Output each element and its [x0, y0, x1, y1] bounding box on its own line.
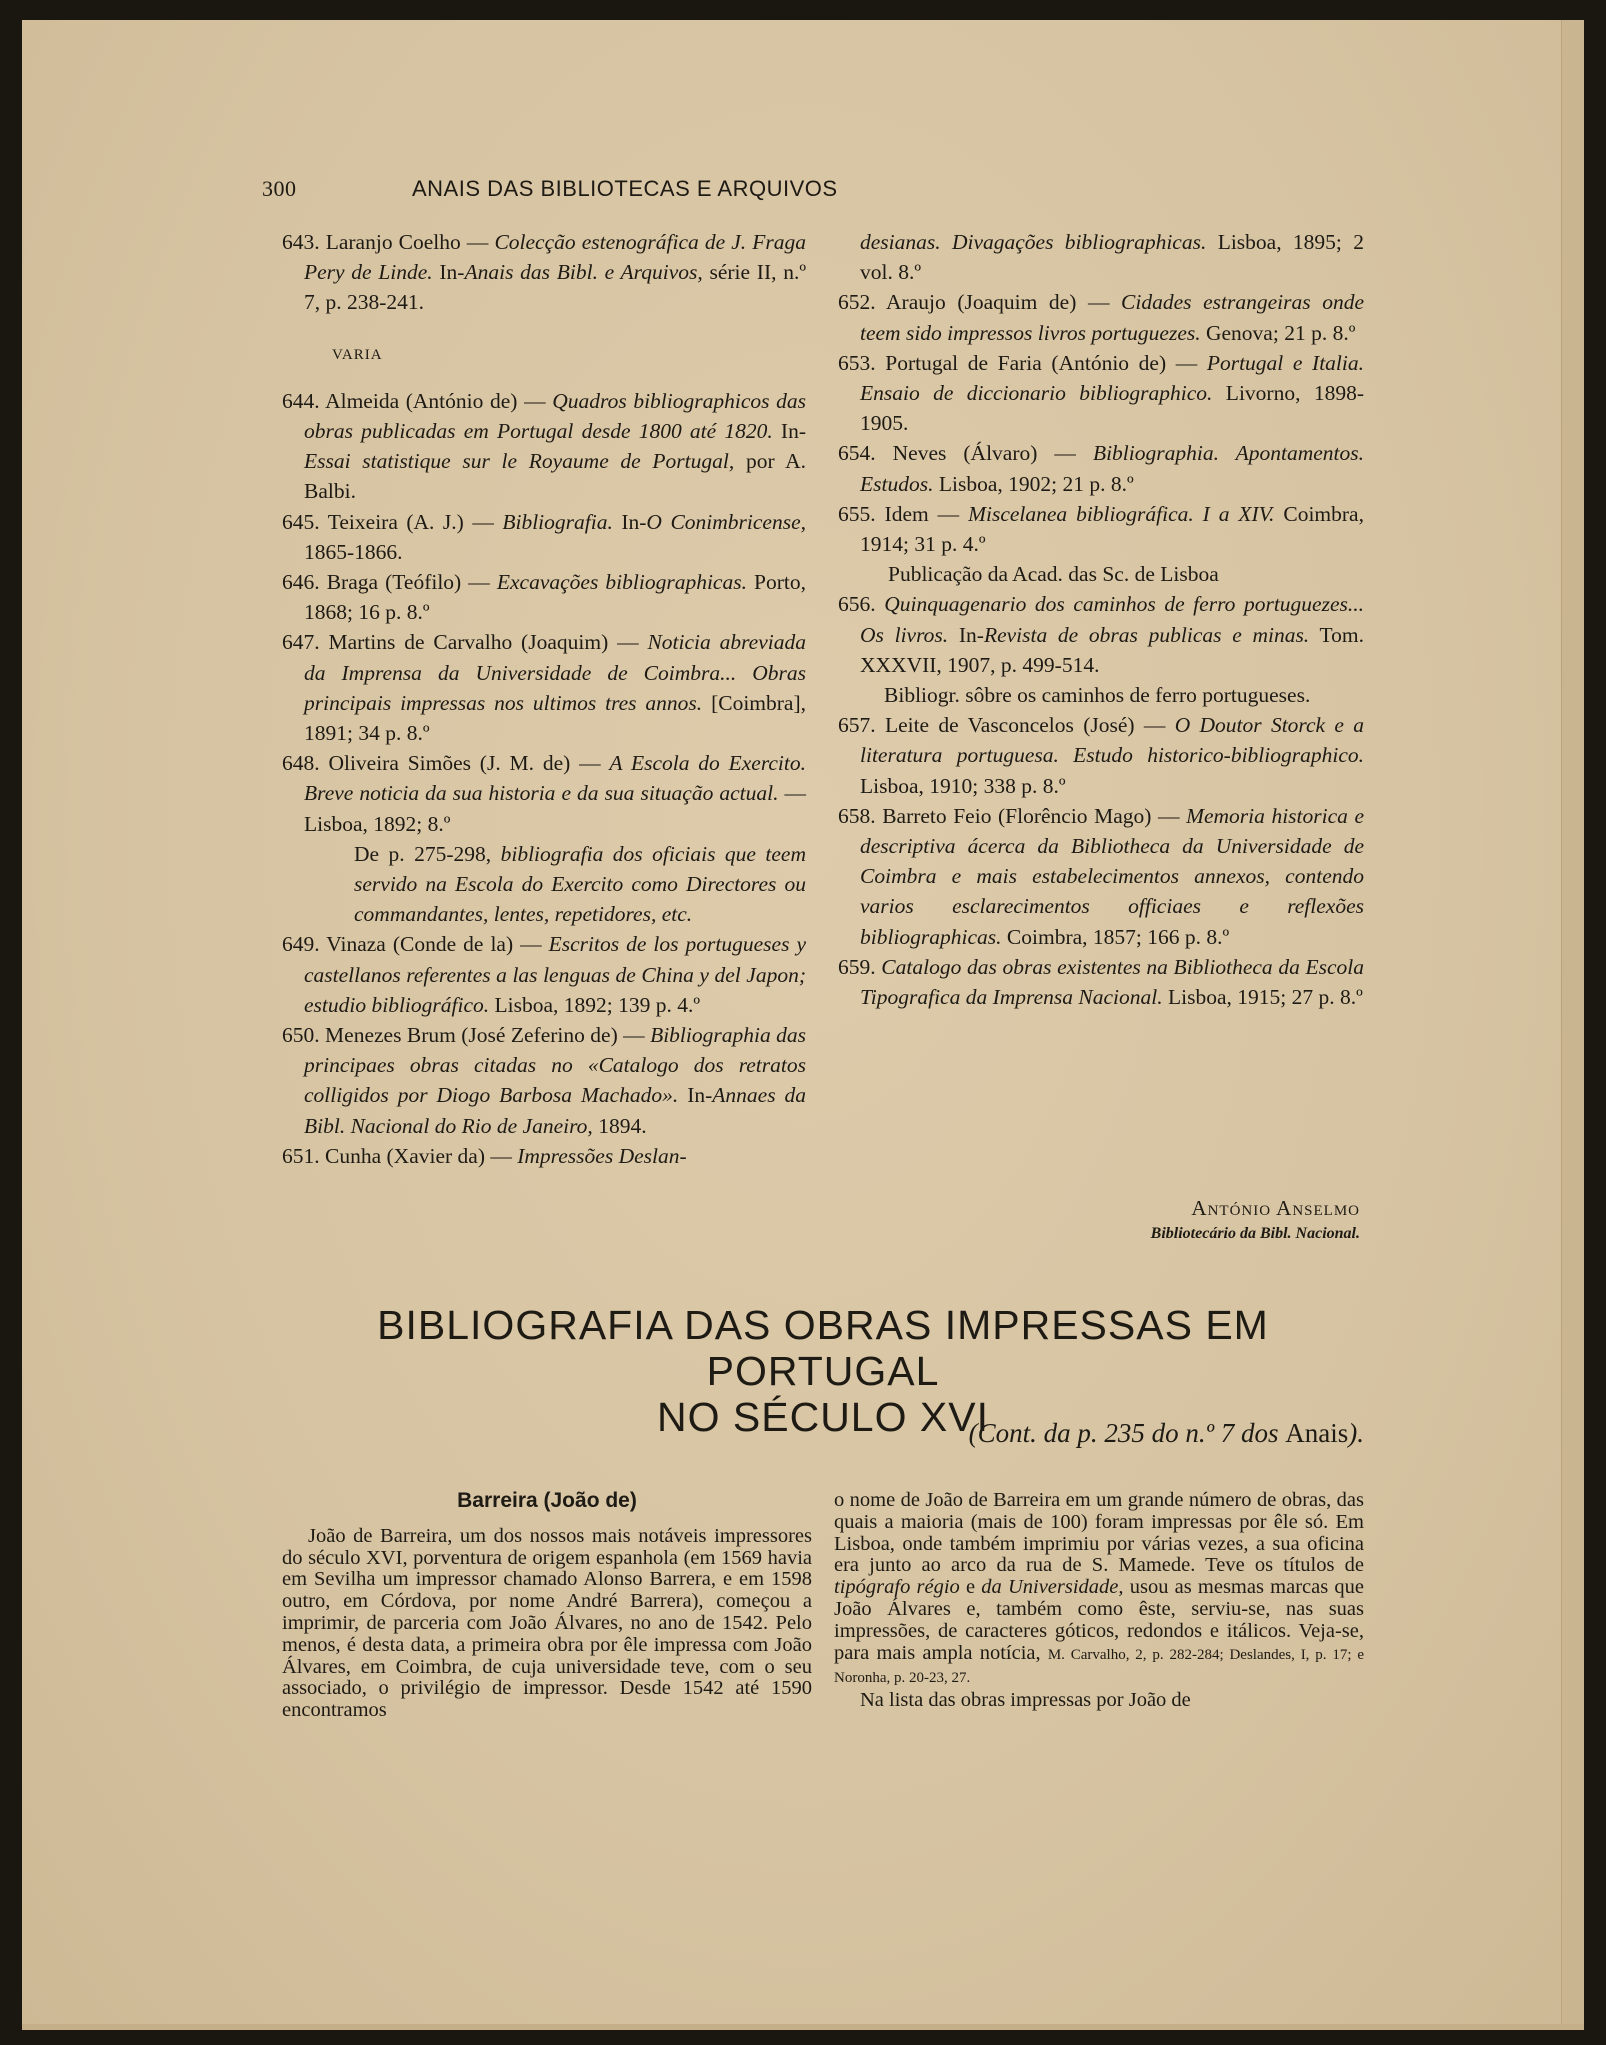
running-title: ANAIS DAS BIBLIOTECAS E ARQUIVOS: [412, 176, 838, 201]
signature: [1000, 1196, 1360, 1243]
entry-648: 648. Oliveira Simões (J. M. de) — A Escola do Exercito. Breve noticia da sua historia e da sua situação actual. — Lisboa, 1892; 8.º: [282, 751, 806, 836]
section-label-varia: VARIA: [332, 346, 383, 363]
page-number: 300: [262, 176, 297, 201]
entry-650: 650. Menezes Brum (José Zeferino de) — Bibliographia das principaes obras citadas no «Catalogo dos retratos colligidos por Diogo Barbosa Machado». In-Annaes da Bibl. Nacional do Rio de Janeiro, 1894.: [282, 1023, 807, 1138]
page-bottom-edge: [22, 2024, 1584, 2030]
left-column: [282, 227, 806, 1171]
entry-656-note: Bibliogr. sôbre os caminhos de ferro portugueses.: [884, 683, 1311, 708]
article-paragraph-2: o nome de João de Barreira em um grande número de obras, das quais a maioria (mais de 100) foram impressas por êle só. Em Lisboa, onde também imprimiu por várias vezes, a sua oficina era junto ao arco da rua de S. Mamede. Teve os títulos de tipógrafo régio e da Universidade, usou as mesmas marcas que João Álvares e, também como êste, serviu-se, nas suas impressões, de caracteres góticos, redondos e itálicos. Veja-se, para mais ampla notícia, M. Carvalho, 2, p. 282-284; Deslandes, I, p. 17; e Noronha, p. 20-23, 27.: [834, 1489, 1365, 1687]
entry-659: 659. Catalogo das obras existentes na Bibliotheca da Escola Tipografica da Imprensa Nacional. Lisboa, 1915; 27 p. 8.º: [838, 954, 1365, 1010]
entry-656: 656. Quinquagenario dos caminhos de ferro portuguezes... Os livros. In-Revista de obras publicas e minas. Tom. XXXVII, 1907, p. 499-514.: [838, 592, 1364, 677]
author-role: Bibliotecário da Bibl. Nacional.: [1150, 1225, 1360, 1242]
entry-655: 655. Idem — Miscelanea bibliográfica. I a XIV. Coimbra, 1914; 31 p. 4.º: [838, 501, 1364, 557]
entry-644: 644. Almeida (António de) — Quadros bibliographicos das obras publicadas em Portugal desde 1800 até 1820. In-Essai statistique sur le Royaume de Portugal, por A. Balbi.: [282, 388, 807, 504]
article-paragraph-3: Na lista das obras impressas por João de: [860, 1689, 1191, 1712]
entry-648-note: De p. 275-298, bibliografia dos oficiais que teem servido na Escola do Exercito como Directores ou commandantes, lentes, repetidores, etc.: [354, 841, 806, 927]
continuation-note: (Cont. da p. 235 do n.º 7 dos Anais).: [968, 1418, 1364, 1448]
entry-651-continued: desianas. Divagações bibliographicas. Lisboa, 1895; 2 vol. 8.º: [860, 230, 1364, 285]
entry-652: 652. Araujo (Joaquim de) — Cidades estrangeiras onde teem sido impressos livros portuguezes. Genova; 21 p. 8.º: [838, 290, 1364, 345]
entry-657: 657. Leite de Vasconcelos (José) — O Doutor Storck e a literatura portuguesa. Estudo historico-bibliographico. Lisboa, 1910; 338 p. 8.º: [838, 713, 1364, 798]
right-column: [838, 227, 1364, 1012]
article-right-column: [834, 1490, 1364, 1712]
article-title-line-2: NO SÉCULO XVI: [657, 1394, 989, 1440]
article-title-line-1: BIBLIOGRAFIA DAS OBRAS IMPRESSAS EM PORTUGAL: [377, 1302, 1269, 1394]
entry-658: 658. Barreto Feio (Florêncio Mago) — Memoria historica e descriptiva ácerca da Bibliotheca da Universidade de Coimbra e mais estabelecimentos annexos, contendo varios esclarecimentos officiaes e reflexões bibliographicas. Coimbra, 1857; 166 p. 8.º: [838, 803, 1364, 949]
references: M. Carvalho, 2, p. 282-284; Deslandes, I, p. 17; e Noronha, p. 20-23, 27.: [834, 1646, 1365, 1687]
entry-645: 645. Teixeira (A. J.) — Bibliografia. In-O Conimbricense, 1865-1866.: [282, 509, 806, 564]
entry-647: 647. Martins de Carvalho (Joaquim) — Noticia abreviada da Imprensa da Universidade de Coimbra... Obras principais impressas nos ultimos tres annos. [Coimbra], 1891; 34 p. 8.º: [282, 630, 806, 746]
subheading-barreira: Barreira (João de): [457, 1489, 637, 1512]
article-left-column: [282, 1490, 812, 1722]
page-edge: [1561, 20, 1584, 2030]
entry-653: 653. Portugal de Faria (António de) — Portugal e Italia. Ensaio de diccionario bibliographico. Livorno, 1898-1905.: [838, 350, 1364, 436]
entry-649: 649. Vinaza (Conde de la) — Escritos de los portugueses y castellanos referentes a las lenguas de China y del Japon; estudio bibliográfico. Lisboa, 1892; 139 p. 4.º: [282, 932, 806, 1017]
article-paragraph-1: João de Barreira, um dos nossos mais notáveis impressores do século XVI, porventura de origem espanhola (em 1569 havia em Sevilha um impressor chamado Alonso Barrera, e em 1598 outro, em Córdova, por nome André Barrera), começou a imprimir, de parceria com João Álvares, no ano de 1542. Pelo menos, é desta data, a primeira obra por êle impressa com João Álvares, em Coimbra, de cuja universidade teve, com o seu associado, o privilégio de impressor. Desde 1542 até 1590 encontramos: [282, 1524, 812, 1722]
entry-643: 643. Laranjo Coelho — Colecção estenográfica de J. Fraga Pery de Linde. In-Anais das Bibl. e Arquivos, série II, n.º 7, p. 238-241.: [282, 230, 806, 315]
entry-654: 654. Neves (Álvaro) — Bibliographia. Apontamentos. Estudos. Lisboa, 1902; 21 p. 8.º: [838, 441, 1364, 496]
entry-646: 646. Braga (Teófilo) — Excavações bibliographicas. Porto, 1868; 16 p. 8.º: [282, 570, 807, 625]
author-name: António Anselmo: [1191, 1196, 1360, 1220]
entry-655-note: Publicação da Acad. das Sc. de Lisboa: [888, 562, 1219, 587]
running-header: [262, 176, 1072, 206]
entry-651: 651. Cunha (Xavier da) — Impressões Deslan-: [282, 1143, 687, 1168]
